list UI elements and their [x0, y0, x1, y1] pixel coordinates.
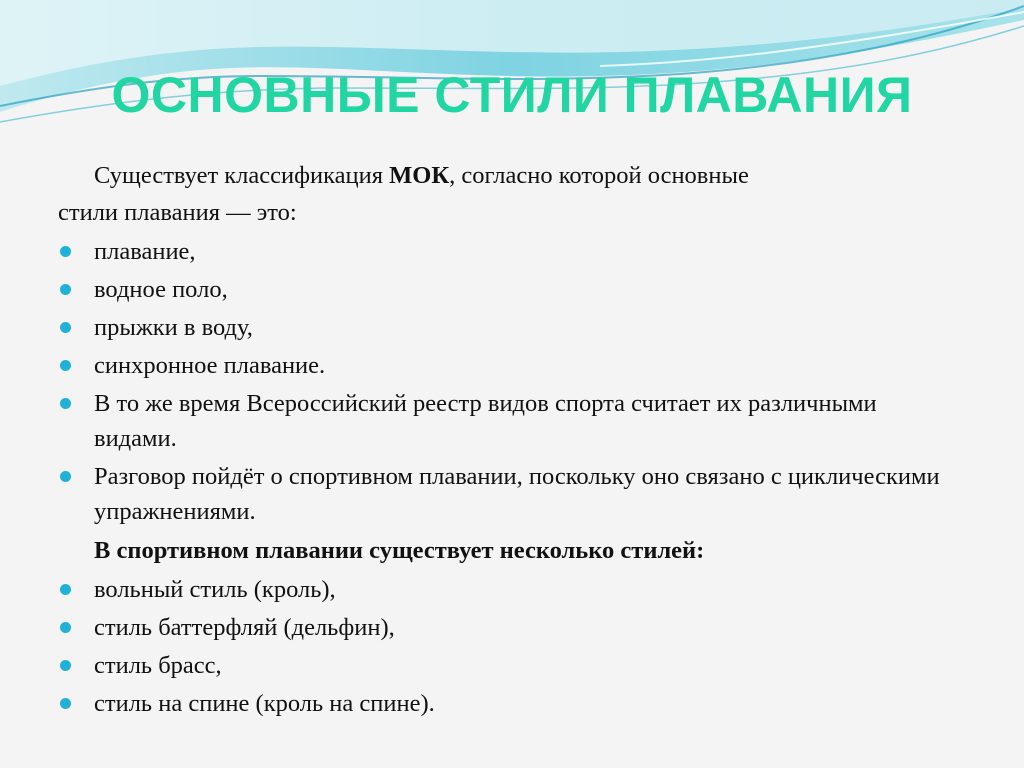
bullet-dot-icon — [60, 398, 71, 409]
list-item-text: плавание, — [94, 238, 196, 265]
styles-subheading: В спортивном плавании существует несколько стилей: — [94, 537, 705, 564]
list-item — [58, 459, 958, 529]
intro-text-1: Существует классификация — [94, 162, 390, 189]
slide-title: ОСНОВНЫЕ СТИЛИ ПЛАВАНИЯ — [111, 67, 913, 123]
bullet-dot-icon — [60, 660, 71, 671]
disciplines-list — [58, 234, 958, 529]
list-item-text: стиль брасс, — [94, 652, 222, 679]
list-item — [58, 572, 958, 607]
bullet-dot-icon — [60, 360, 71, 371]
slide-body — [58, 157, 958, 724]
intro-paragraph-line2: стили плавания — это: — [58, 199, 297, 226]
list-item — [58, 348, 958, 383]
list-item — [58, 310, 958, 345]
bullet-dot-icon — [60, 698, 71, 709]
list-item-text: В то же время Всероссийский реестр видов спорта считает их различными видами. — [94, 390, 877, 452]
list-item-text: вольный стиль (кроль), — [94, 576, 336, 603]
intro-paragraph — [58, 157, 958, 194]
list-item — [58, 386, 958, 456]
bullet-dot-icon — [60, 246, 71, 257]
list-item-text: синхронное плавание. — [94, 352, 326, 379]
intro-bold-acronym: МОК — [389, 162, 450, 189]
bullet-dot-icon — [60, 584, 71, 595]
list-item — [58, 648, 958, 683]
bullet-dot-icon — [60, 622, 71, 633]
list-item-text: Разговор пойдёт о спортивном плавании, поскольку оно связано с циклическими упражнениями. — [94, 463, 940, 525]
swimming-styles-list — [58, 572, 958, 721]
list-item-text: водное поло, — [94, 276, 228, 303]
list-item — [58, 610, 958, 645]
list-item — [58, 234, 958, 269]
bullet-dot-icon — [60, 471, 71, 482]
list-item-text: стиль на спине (кроль на спине). — [94, 690, 435, 717]
list-item — [58, 686, 958, 721]
bullet-dot-icon — [60, 322, 71, 333]
intro-text-2: , согласно которой основные — [449, 162, 749, 189]
list-item — [58, 272, 958, 307]
bullet-dot-icon — [60, 284, 71, 295]
list-item-text: прыжки в воду, — [94, 314, 253, 341]
list-item-text: стиль баттерфляй (дельфин), — [94, 614, 395, 641]
